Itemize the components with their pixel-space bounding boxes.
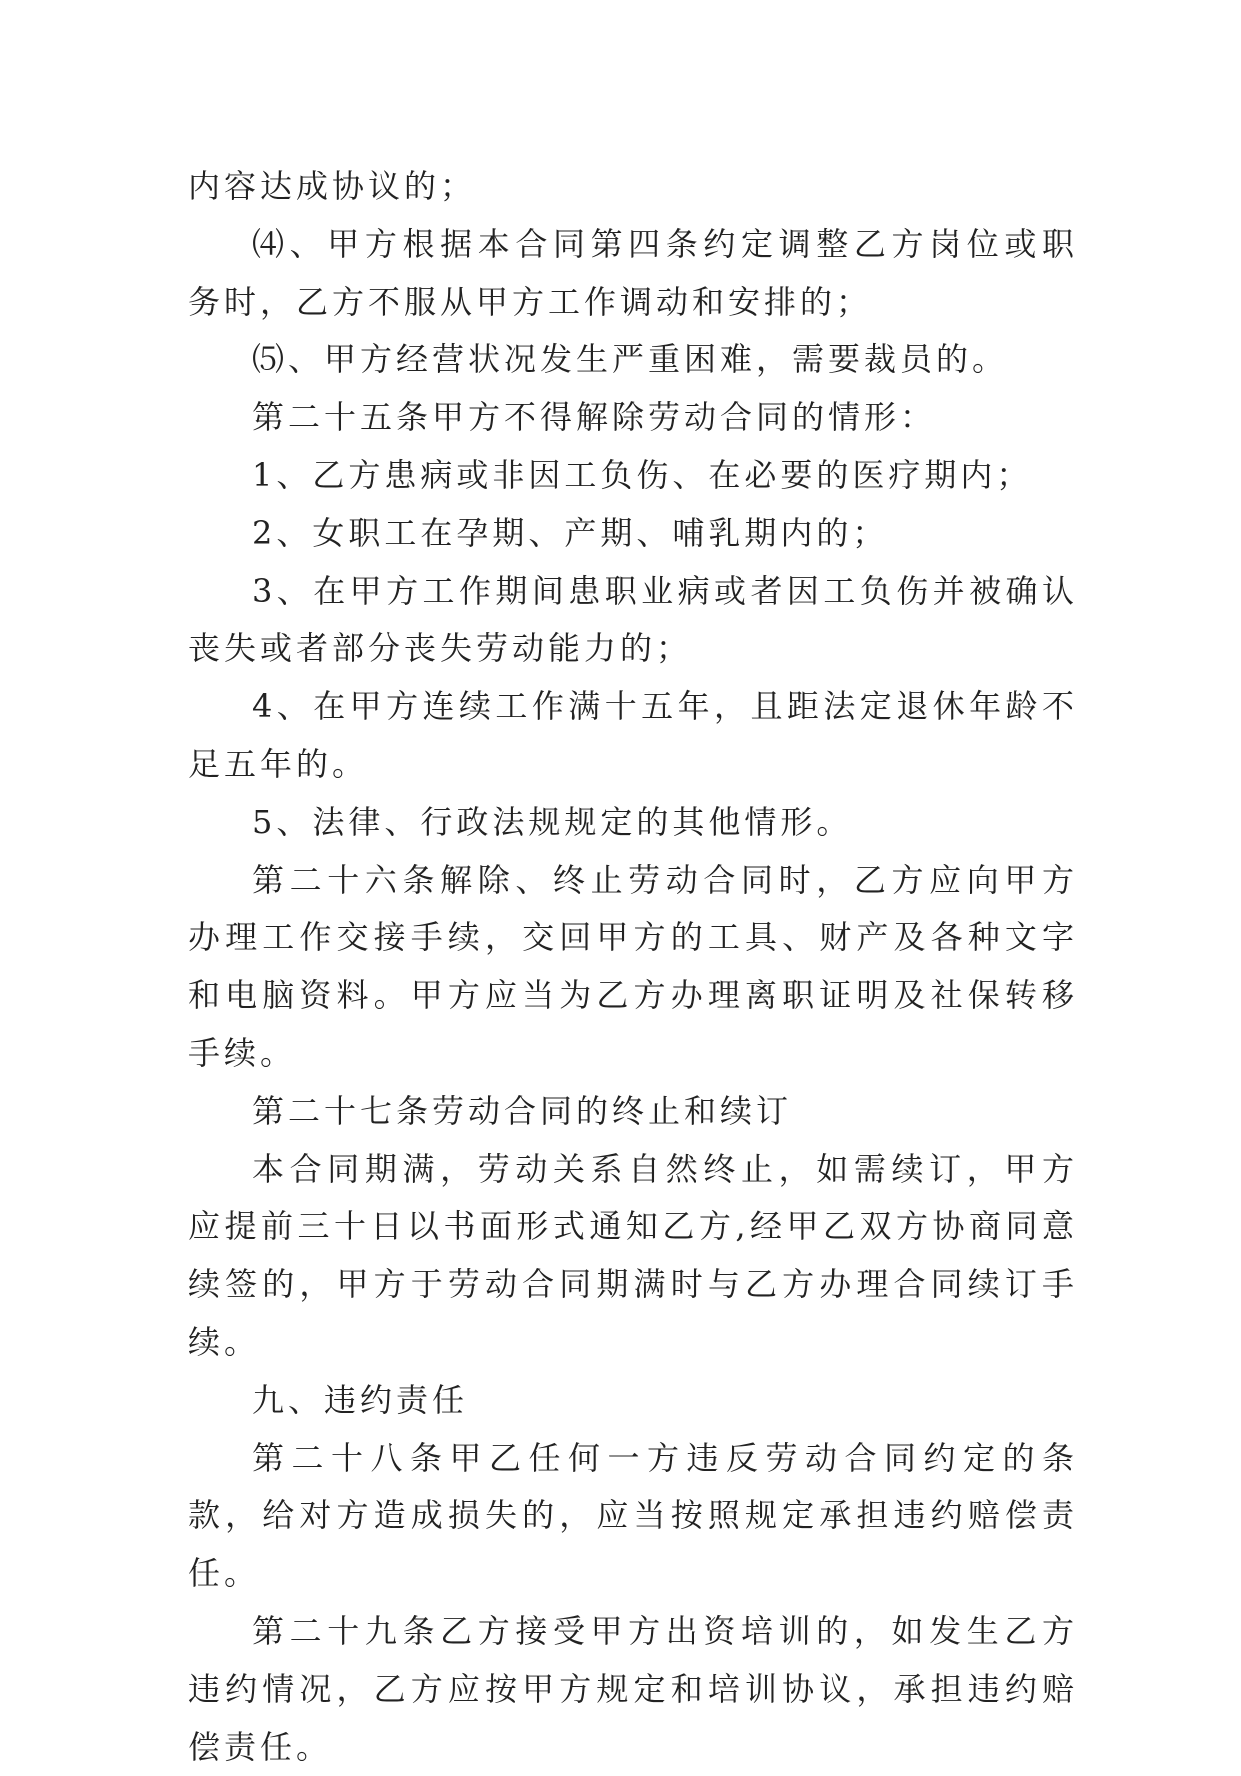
article-25-heading: 第二十五条甲方不得解除劳动合同的情形： — [252, 398, 937, 437]
paragraph-item-4: ⑷、甲方根据本合同第四条约定调整乙方岗位或职务时，乙方不服从甲方工作调动和安排的； — [188, 224, 1078, 321]
article-27-body: 本合同期满，劳动关系自然终止，如需续订，甲方应提前三十日以书面形式通知乙方,经甲乙双方协商同意续签的，甲方于劳动合同期满时与乙方办理合同续订手续。 — [188, 1149, 1078, 1361]
article-26: 第二十六条解除、终止劳动合同时，乙方应向甲方办理工作交接手续，交回甲方的工具、财产及各种文字和电脑资料。甲方应当为乙方办理离职证明及社保转移手续。 — [188, 860, 1078, 1072]
article-25-item-4: 4、在甲方连续工作满十五年，且距法定退休年龄不足五年的。 — [188, 687, 1078, 783]
article-25-item-2: 2、女职工在孕期、产期、哺乳期内的； — [252, 513, 889, 552]
article-25-item-5: 5、法律、行政法规规定的其他情形。 — [252, 802, 853, 841]
paragraph-item-5: ⑸、甲方经营状况发生严重困难，需要裁员的。 — [252, 340, 1009, 379]
document-body — [188, 158, 1078, 1776]
article-25-item-1: 1、乙方患病或非因工负伤、在必要的医疗期内； — [252, 455, 1033, 494]
article-28: 第二十八条甲乙任何一方违反劳动合同约定的条款，给对方造成损失的，应当按照规定承担违约赔偿责任。 — [188, 1438, 1078, 1593]
section-9-heading: 九、违约责任 — [252, 1380, 469, 1419]
article-27-heading: 第二十七条劳动合同的终止和续订 — [252, 1091, 793, 1130]
paragraph-continuation: 内容达成协议的； — [188, 167, 477, 205]
article-29: 第二十九条乙方接受甲方出资培训的，如发生乙方违约情况，乙方应按甲方规定和培训协议，承担违约赔偿责任。 — [188, 1611, 1078, 1766]
article-25-item-3: 3、在甲方工作期间患职业病或者因工负伤并被确认丧失或者部分丧失劳动能力的； — [188, 571, 1078, 668]
